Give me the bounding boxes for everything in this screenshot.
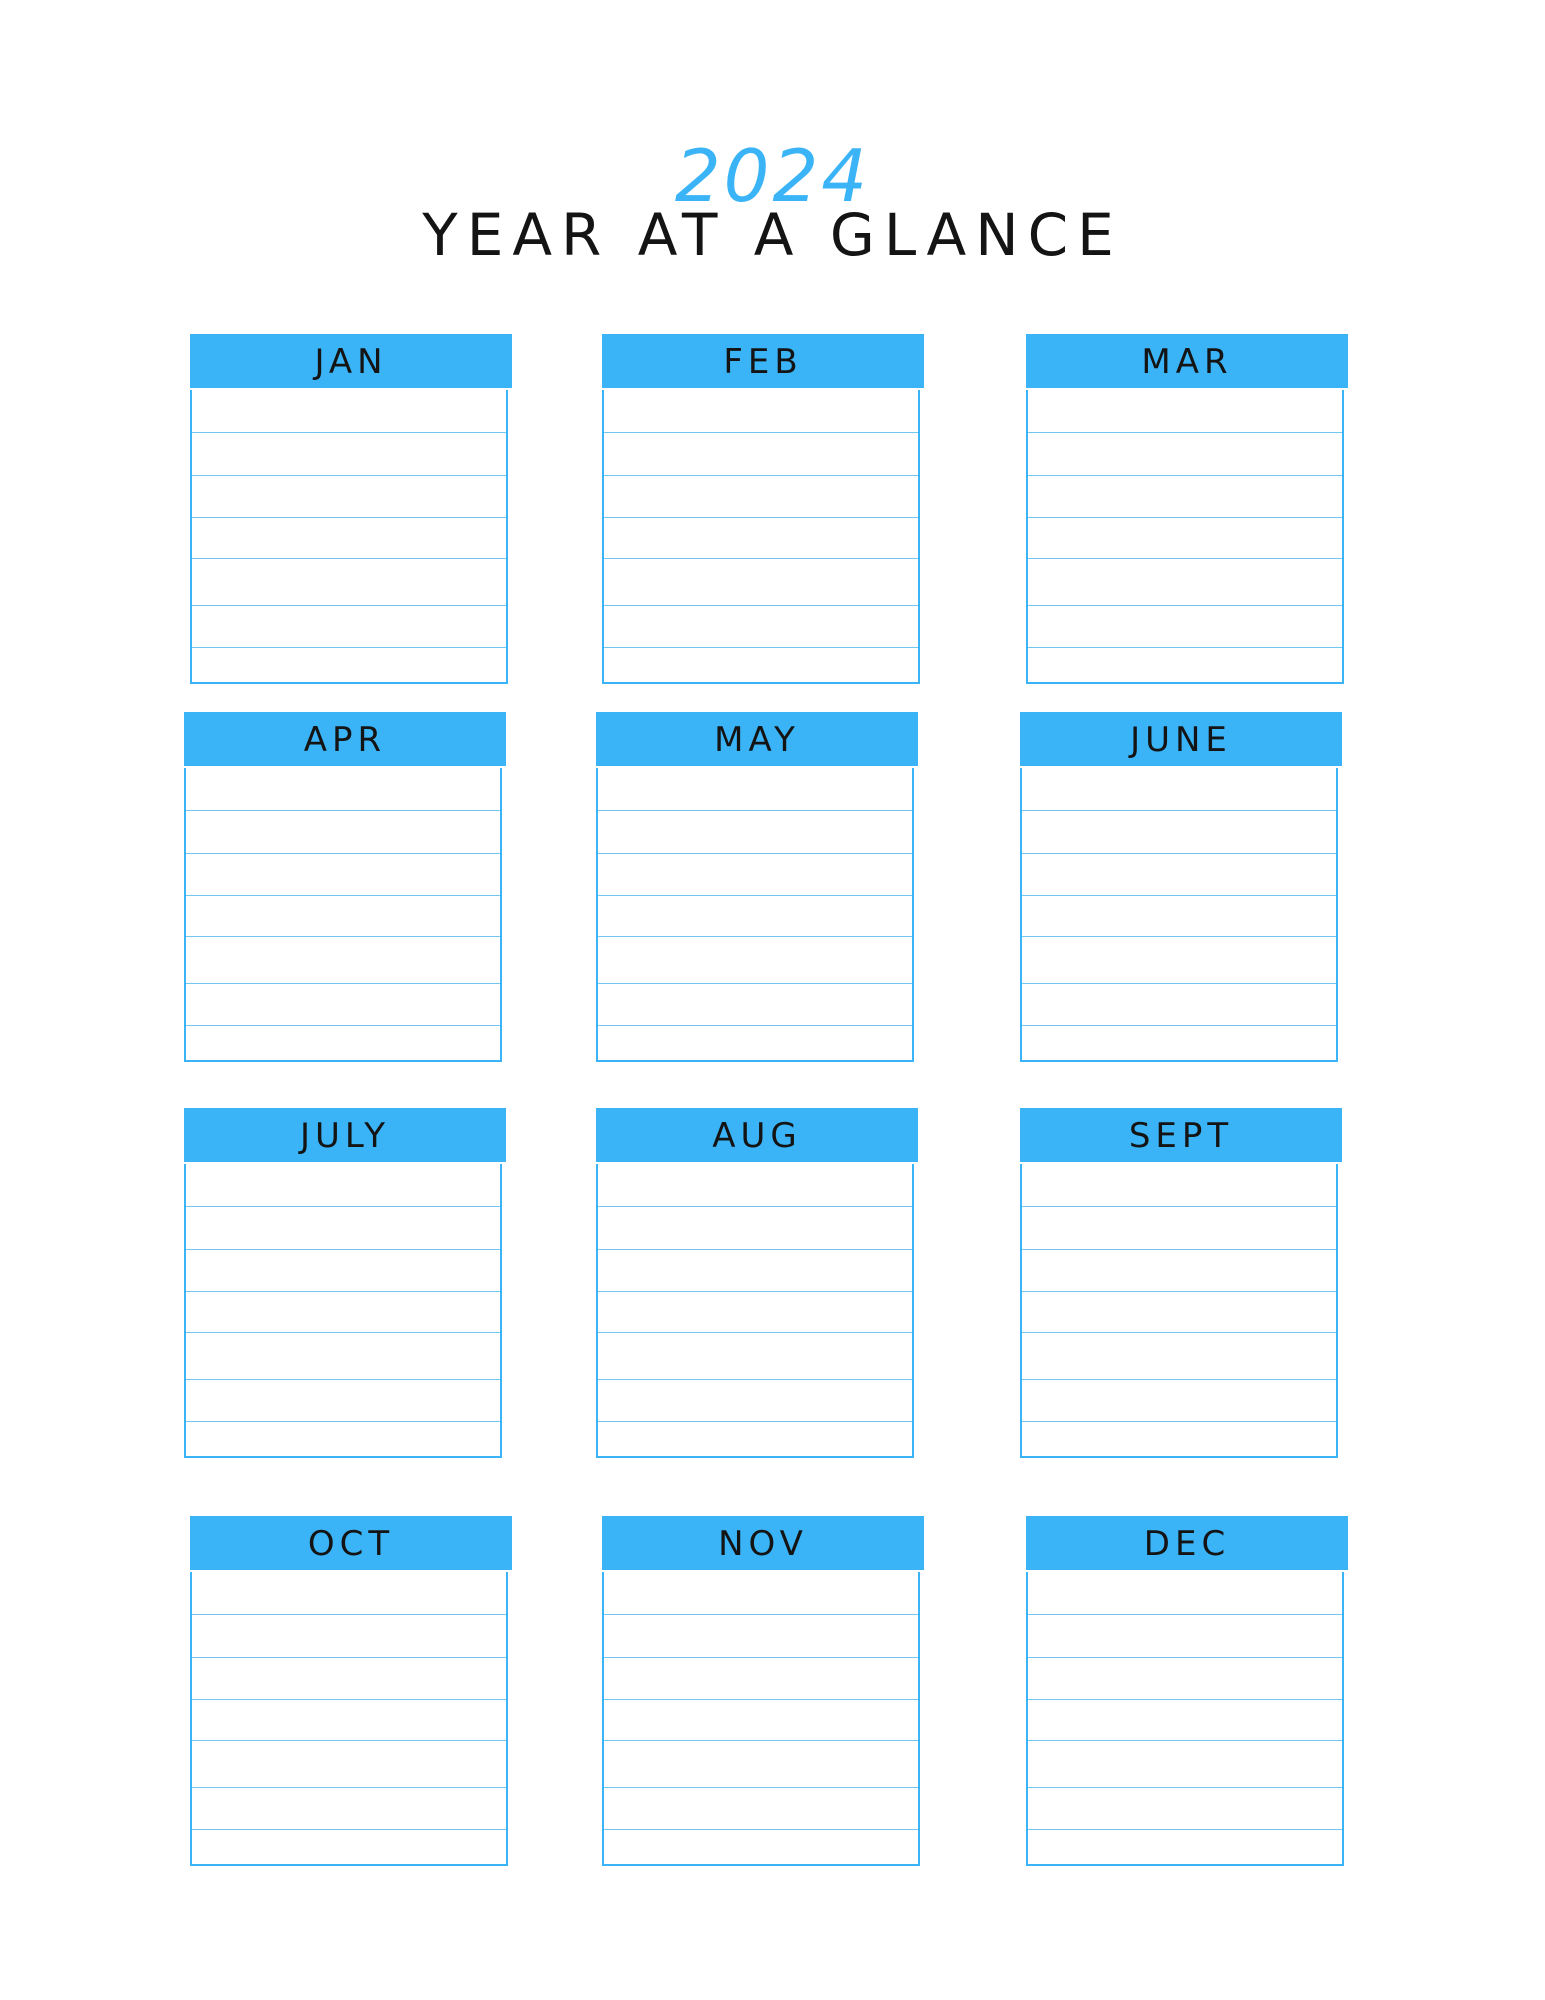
ruled-line xyxy=(604,1657,918,1658)
month-card-sept xyxy=(1020,1108,1338,1458)
ruled-line xyxy=(192,1740,506,1741)
month-header xyxy=(602,334,924,390)
ruled-line xyxy=(192,1657,506,1658)
ruled-line xyxy=(604,475,918,476)
ruled-line xyxy=(598,853,912,854)
ruled-line xyxy=(598,1379,912,1380)
ruled-line xyxy=(1028,1740,1342,1741)
month-label: JUNE xyxy=(1130,720,1232,760)
ruled-line xyxy=(192,558,506,559)
month-label: APR xyxy=(303,720,387,760)
ruled-line xyxy=(192,517,506,518)
ruled-line xyxy=(604,432,918,433)
ruled-line xyxy=(1022,895,1336,896)
ruled-line xyxy=(1028,1614,1342,1615)
ruled-line xyxy=(192,432,506,433)
month-label: SEPT xyxy=(1128,1116,1234,1156)
ruled-line xyxy=(1022,1332,1336,1333)
page-title: YEAR AT A GLANCE xyxy=(422,201,1123,269)
month-card-oct xyxy=(190,1516,508,1866)
ruled-line xyxy=(186,853,500,854)
ruled-line xyxy=(1028,605,1342,606)
ruled-line xyxy=(186,936,500,937)
ruled-line xyxy=(1028,1657,1342,1658)
ruled-line xyxy=(186,1025,500,1026)
ruled-line xyxy=(192,1699,506,1700)
ruled-line xyxy=(1028,1829,1342,1830)
month-label: JAN xyxy=(314,342,388,382)
month-header xyxy=(602,1516,924,1572)
month-label: MAY xyxy=(714,720,800,760)
ruled-line xyxy=(186,1332,500,1333)
month-header xyxy=(596,712,918,768)
ruled-line xyxy=(1022,1206,1336,1207)
ruled-line xyxy=(1022,1249,1336,1250)
ruled-line xyxy=(1028,432,1342,433)
ruled-line xyxy=(598,895,912,896)
month-label: FEB xyxy=(723,342,803,382)
ruled-line xyxy=(192,475,506,476)
month-header xyxy=(1020,1108,1342,1164)
ruled-line xyxy=(604,1614,918,1615)
ruled-line xyxy=(604,517,918,518)
month-card-mar xyxy=(1026,334,1344,684)
ruled-line xyxy=(604,1740,918,1741)
ruled-line xyxy=(186,895,500,896)
month-header xyxy=(190,1516,512,1572)
month-card-may xyxy=(596,712,914,1062)
month-label: OCT xyxy=(307,1524,395,1564)
ruled-line xyxy=(598,1206,912,1207)
month-label: AUG xyxy=(712,1116,802,1156)
ruled-line xyxy=(1022,853,1336,854)
ruled-line xyxy=(598,1025,912,1026)
ruled-line xyxy=(186,810,500,811)
ruled-line xyxy=(186,1291,500,1292)
month-header xyxy=(184,1108,506,1164)
ruled-line xyxy=(604,558,918,559)
month-header xyxy=(1026,1516,1348,1572)
month-label: MAR xyxy=(1141,342,1233,382)
month-header xyxy=(1026,334,1348,390)
ruled-line xyxy=(186,1249,500,1250)
month-label: JULY xyxy=(299,1116,391,1156)
ruled-line xyxy=(1022,1291,1336,1292)
ruled-line xyxy=(192,647,506,648)
month-header xyxy=(596,1108,918,1164)
ruled-line xyxy=(598,810,912,811)
ruled-line xyxy=(192,1787,506,1788)
month-card-dec xyxy=(1026,1516,1344,1866)
month-card-aug xyxy=(596,1108,914,1458)
ruled-line xyxy=(1028,647,1342,648)
ruled-line xyxy=(1028,517,1342,518)
ruled-line xyxy=(598,983,912,984)
ruled-line xyxy=(598,1291,912,1292)
ruled-line xyxy=(604,1787,918,1788)
ruled-line xyxy=(1022,1379,1336,1380)
ruled-line xyxy=(186,983,500,984)
month-card-july xyxy=(184,1108,502,1458)
month-label: DEC xyxy=(1143,1524,1231,1564)
ruled-line xyxy=(1022,1421,1336,1422)
month-card-apr xyxy=(184,712,502,1062)
ruled-line xyxy=(604,1699,918,1700)
ruled-line xyxy=(598,936,912,937)
ruled-line xyxy=(192,1614,506,1615)
month-label: NOV xyxy=(718,1524,808,1564)
month-card-feb xyxy=(602,334,920,684)
ruled-line xyxy=(1022,936,1336,937)
ruled-line xyxy=(192,1829,506,1830)
ruled-line xyxy=(1022,983,1336,984)
ruled-line xyxy=(604,1829,918,1830)
ruled-line xyxy=(1022,1025,1336,1026)
month-header xyxy=(1020,712,1342,768)
ruled-line xyxy=(186,1421,500,1422)
ruled-line xyxy=(1028,558,1342,559)
month-card-jan xyxy=(190,334,508,684)
ruled-line xyxy=(598,1421,912,1422)
month-card-nov xyxy=(602,1516,920,1866)
ruled-line xyxy=(1028,1787,1342,1788)
ruled-line xyxy=(186,1379,500,1380)
ruled-line xyxy=(186,1206,500,1207)
ruled-line xyxy=(598,1249,912,1250)
ruled-line xyxy=(598,1332,912,1333)
ruled-line xyxy=(1028,1699,1342,1700)
month-card-june xyxy=(1020,712,1338,1062)
ruled-line xyxy=(604,605,918,606)
month-header xyxy=(184,712,506,768)
ruled-line xyxy=(192,605,506,606)
month-header xyxy=(190,334,512,390)
ruled-line xyxy=(1028,475,1342,476)
ruled-line xyxy=(604,647,918,648)
ruled-line xyxy=(1022,810,1336,811)
year-heading: 2024 xyxy=(674,134,871,218)
